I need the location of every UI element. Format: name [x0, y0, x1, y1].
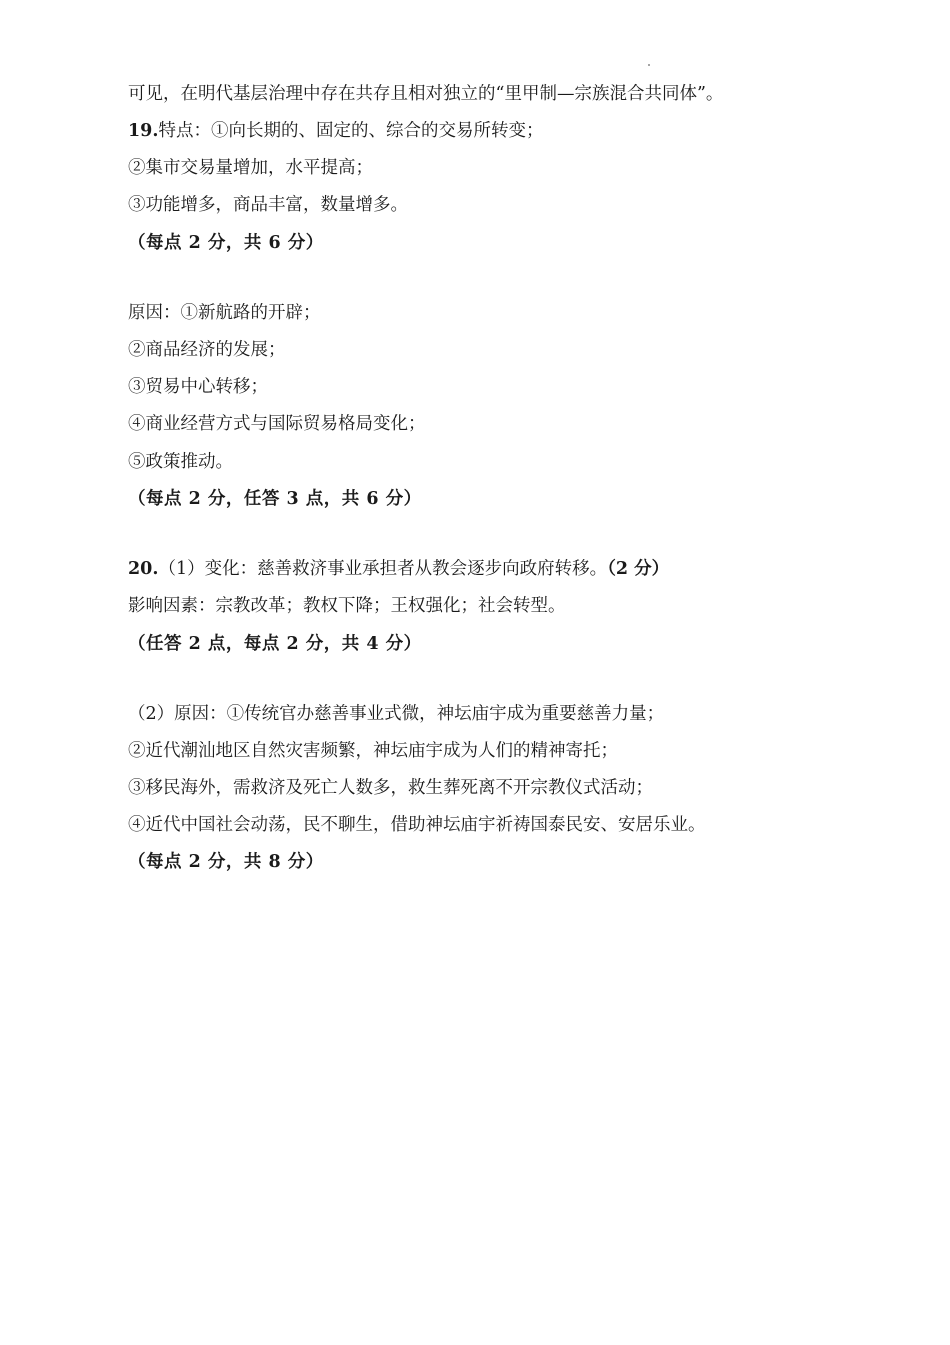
q19-reason-2: ②商品经济的发展； — [128, 340, 286, 360]
q19-features-score: （每点 2 分，共 6 分） — [128, 233, 324, 253]
q20-number: 20. — [128, 559, 159, 579]
q20-part1-text: （1）变化：慈善救济事业承担者从教会逐步向政府转移。 — [158, 559, 608, 579]
q19-feature-3: ③功能增多，商品丰富，数量增多。 — [128, 195, 408, 215]
q20-part2-reason-3: ③移民海外，需救济及死亡人数多，救生葬死离不开宗教仪式活动； — [128, 778, 653, 798]
q20-part1-total-score: （任答 2 点，每点 2 分，共 4 分） — [128, 634, 422, 654]
q19-reason-4: ④商业经营方式与国际贸易格局变化； — [128, 414, 426, 434]
q19-reason-5: ⑤政策推动。 — [128, 452, 233, 472]
q19-reason-3: ③贸易中心转移； — [128, 377, 268, 397]
q20-part2-reason-4: ④近代中国社会动荡，民不聊生，借助神坛庙宇祈祷国泰民安、安居乐业。 — [128, 815, 706, 835]
q19-reason-1: 原因：①新航路的开辟； — [128, 303, 321, 323]
q20-part2-reason-1: （2）原因：①传统官办慈善事业式微，神坛庙宇成为重要慈善力量； — [128, 704, 665, 724]
conclusion-line: 可见，在明代基层治理中存在共存且相对独立的“里甲制—宗族混合共同体”。 — [128, 84, 724, 104]
q19-feature-2: ②集市交易量增加，水平提高； — [128, 158, 373, 178]
q20-factors-line: 影响因素：宗教改革；教权下降；王权强化；社会转型。 — [128, 596, 566, 616]
q20-part2-score: （每点 2 分，共 8 分） — [128, 852, 324, 872]
q20-part2-reason-2: ②近代潮汕地区自然灾害频繁，神坛庙宇成为人们的精神寄托； — [128, 741, 618, 761]
q20-part1-line — [128, 557, 669, 581]
q20-part1-score: （2 分） — [607, 559, 670, 579]
q19-features-text: 特点：①向长期的、固定的、综合的交易所转变； — [158, 121, 544, 141]
q19-reasons-score: （每点 2 分，任答 3 点，共 6 分） — [128, 489, 422, 509]
scan-dot — [648, 64, 650, 66]
q19-features-line — [128, 119, 543, 143]
q19-number: 19. — [128, 121, 159, 141]
